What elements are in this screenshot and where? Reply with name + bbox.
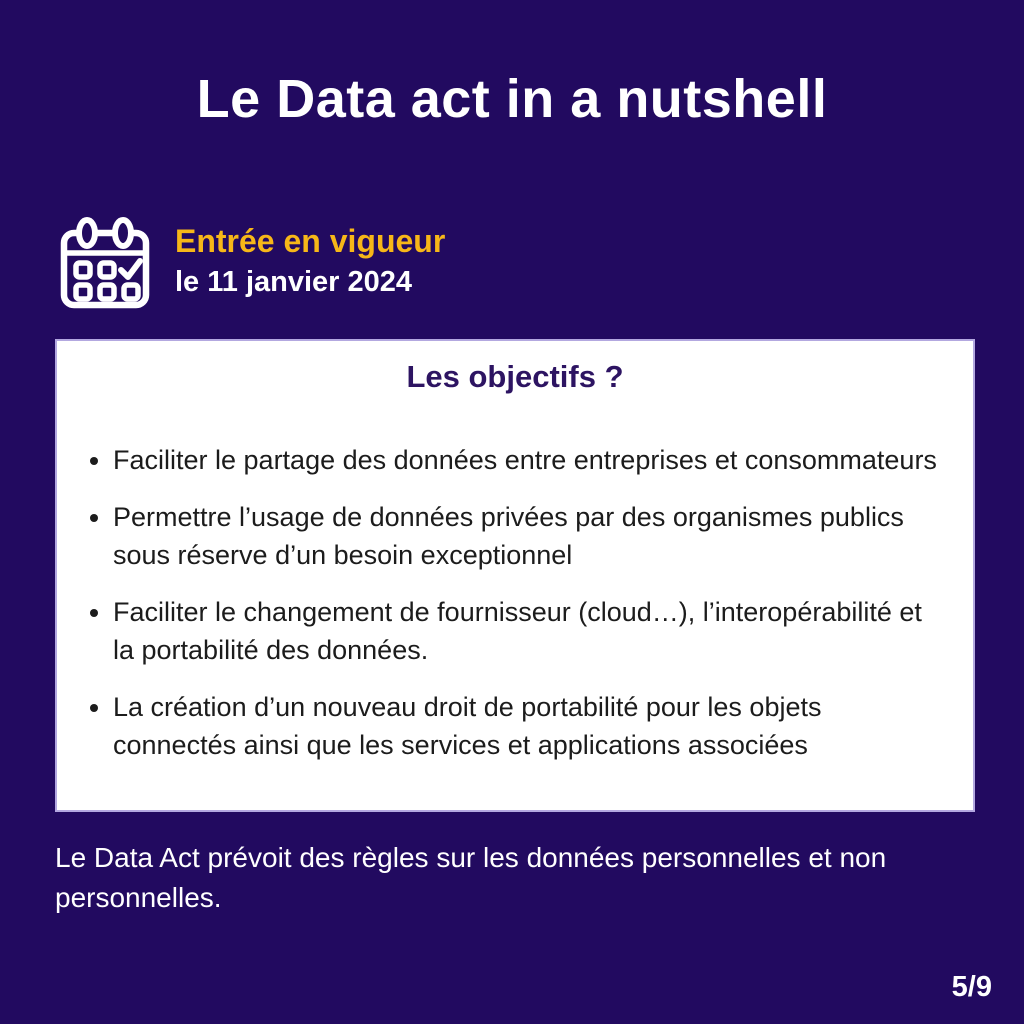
entry-into-force-heading: Entrée en vigueur bbox=[175, 223, 446, 259]
objective-item: • La création d’un nouveau droit de portabilité pour les objets connectés ainsi que les services et applications associées bbox=[113, 688, 943, 764]
entry-into-force-text bbox=[175, 212, 445, 302]
entry-into-force-date: le 11 janvier 2024 bbox=[175, 266, 413, 299]
objectives-heading: Les objectifs ? bbox=[406, 359, 624, 394]
objective-item: • Faciliter le changement de fournisseur (cloud…), l’interopérabilité et la portabilité des données. bbox=[113, 593, 943, 669]
page-indicator: 5/9 bbox=[951, 971, 992, 1003]
objectives-card bbox=[55, 339, 975, 812]
calendar-icon bbox=[55, 212, 155, 314]
page-title: Le Data act in a nutshell bbox=[196, 69, 828, 129]
entry-into-force-block bbox=[55, 212, 445, 314]
objectives-list bbox=[85, 441, 943, 764]
objective-item: • Permettre l’usage de données privées par des organismes publics sous réserve d’un besoin exceptionnel bbox=[113, 498, 943, 574]
footer-note: Le Data Act prévoit des règles sur les données personnelles et non personnelles. bbox=[55, 842, 887, 913]
objective-item: • Faciliter le partage des données entre entreprises et consommateurs bbox=[113, 441, 943, 479]
